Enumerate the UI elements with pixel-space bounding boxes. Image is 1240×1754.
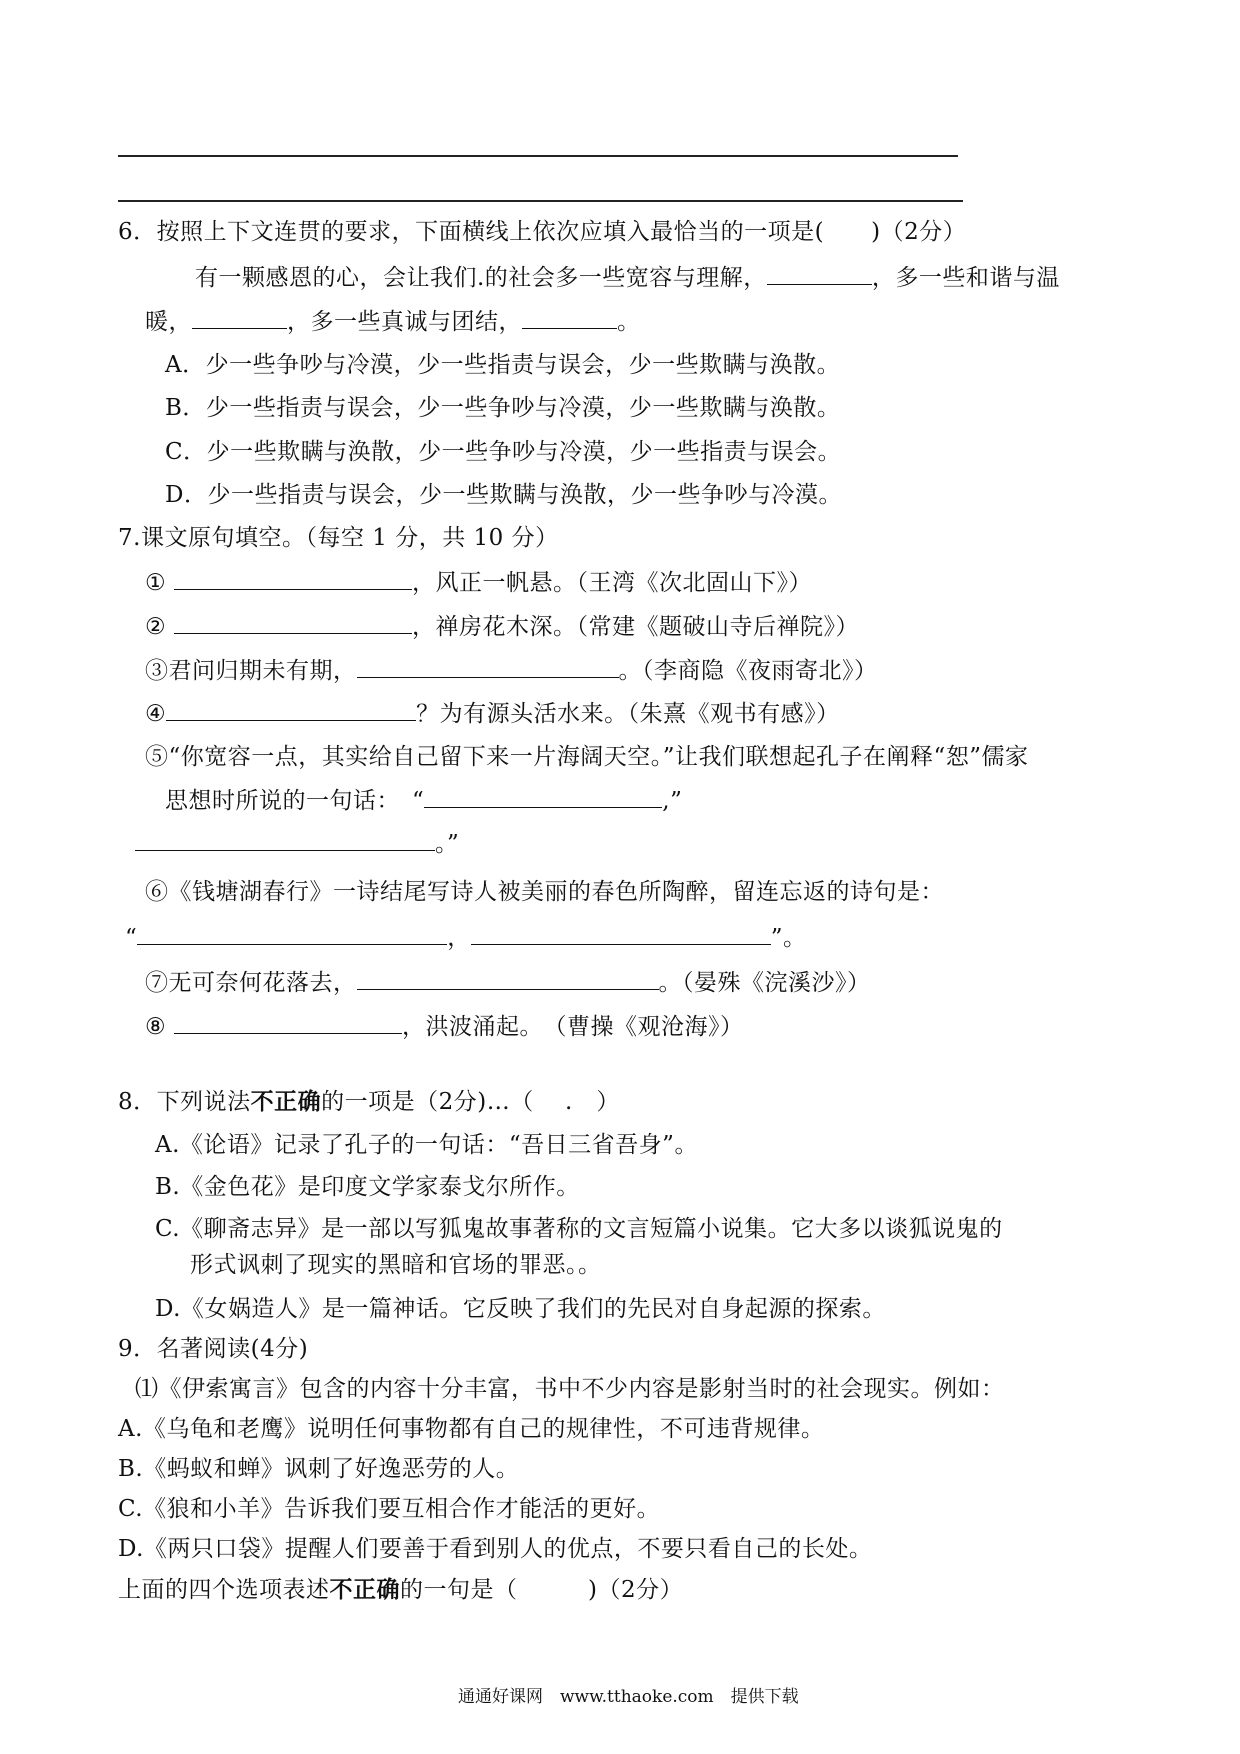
q7-item-8-text: ，洪波涌起。 （曹操《观沧海》） (401, 1014, 744, 1040)
q7-item-7-text-a: ⑦无可奈何花落去， (145, 970, 357, 996)
q9-option-b[interactable]: B.《蚂蚁和蝉》讽刺了好逸恶劳的人。 (118, 1456, 520, 1482)
q7-item-7-text-b: 。（晏殊《浣溪沙》） (658, 970, 871, 996)
q9-ask-emphasis: 不正确 (329, 1576, 400, 1603)
q8-option-d[interactable]: D.《女娲造人》是一篇神话。它反映了我们的先民对自身起源的探索。 (155, 1296, 886, 1322)
q9-sub-question-1: ⑴《伊索寓言》包含的内容十分丰富，书中不少内容是影射当时的社会现实。例如： (135, 1376, 1005, 1402)
q6-blank-3[interactable] (522, 306, 617, 329)
q7-blank-9[interactable] (357, 967, 659, 990)
q6-passage-text-2: ，多一些和谐与温 (871, 265, 1060, 291)
q9-ask-text-a: 上面的四个选项表述 (118, 1577, 330, 1603)
q7-blank-5[interactable] (424, 785, 662, 808)
q8-stem-emphasis: 不正确 (250, 1088, 322, 1115)
q8-stem-text-b: 的一项是（2分)…（ . ） (321, 1089, 620, 1115)
answer-line-2 (118, 200, 963, 202)
q7-item-4-text: ？为有源头活水来。（朱熹《观书有感》） (416, 701, 840, 727)
q7-item-2 (145, 611, 859, 642)
q7-item-8 (145, 1011, 743, 1042)
q6-option-c[interactable]: C．少一些欺瞒与涣散，少一些争吵与冷漠，少一些指责与误会。 (165, 439, 842, 465)
q7-item-6-open-quote: “ (125, 925, 138, 951)
answer-line-1 (118, 155, 958, 157)
q9-ask-text-b: 的一句是（ )（2分） (400, 1577, 684, 1603)
q9-option-c[interactable]: C.《狼和小羊》告诉我们要互相合作才能活的更好。 (118, 1496, 661, 1522)
q7-blank-10[interactable] (174, 1011, 402, 1034)
q7-item-1-number: ① (145, 570, 167, 596)
q9-option-a[interactable]: A.《乌龟和老鹰》说明任何事物都有自己的规律性，不可违背规律。 (118, 1416, 825, 1442)
q7-item-6-comma: ， (447, 925, 471, 951)
q8-stem-text-a: 8．下列说法 (118, 1089, 251, 1115)
q8-option-c-continued: 形式讽刺了现实的黑暗和官场的罪恶。。 (190, 1252, 602, 1278)
page-footer: 通通好课网 www.tthaoke.com 提供下载 (458, 1687, 799, 1707)
q7-blank-4[interactable] (166, 698, 416, 721)
q7-blank-7[interactable] (137, 922, 447, 945)
q7-item-3 (145, 655, 878, 686)
q7-item-5-text-c: 。” (435, 831, 460, 857)
q7-item-4 (145, 698, 840, 729)
q7-blank-2[interactable] (174, 611, 412, 634)
q9-option-d[interactable]: D.《两只口袋》提醒人们要善于看到别人的优点，不要只看自己的长处。 (118, 1536, 873, 1562)
q6-passage-line-2 (145, 306, 641, 337)
q7-item-3-text-b: 。（李商隐《夜雨寄北》） (618, 658, 878, 684)
q7-item-2-text: ，禅房花木深。（常建《题破山寺后禅院》） (411, 614, 859, 640)
q7-item-6-line-2 (125, 922, 807, 953)
q9-stem: 9．名著阅读(4分) (118, 1336, 309, 1362)
q6-option-a[interactable]: A．少一些争吵与冷漠，少一些指责与误会，少一些欺瞒与涣散。 (165, 352, 841, 378)
q6-passage-text-3: 暖， (145, 309, 192, 335)
q6-passage-line-1 (195, 262, 1060, 293)
q7-item-7 (145, 967, 871, 998)
q7-item-5: ⑤“你宽容一点，其实给自己留下来一片海阔天空。”让我们联想起孔子在阐释“恕”儒家 (145, 744, 1029, 770)
q6-stem: 6．按照上下文连贯的要求，下面横线上依次应填入最恰当的一项是( )（2分） (118, 219, 967, 245)
q7-stem: 7.课文原句填空。（每空 1 分，共 10 分） (118, 525, 559, 551)
q7-blank-8[interactable] (471, 922, 771, 945)
q7-item-8-number: ⑧ (145, 1014, 167, 1040)
q6-passage-text-1: 有一颗感恩的心，会让我们.的社会多一些宽容与理解， (195, 265, 767, 291)
q6-blank-2[interactable] (192, 306, 287, 329)
q7-blank-1[interactable] (174, 567, 412, 590)
q7-item-1 (145, 567, 812, 598)
q7-item-5-text-a: 思想时所说的一句话： “ (165, 788, 425, 814)
q6-blank-1[interactable] (767, 262, 872, 285)
q7-item-5-line-2 (165, 785, 682, 816)
q7-item-6: ⑥《钱塘湖春行》一诗结尾写诗人被美丽的春色所陶醉，留连忘返的诗句是： (145, 879, 944, 905)
q6-option-b[interactable]: B．少一些指责与误会，少一些争吵与冷漠，少一些欺瞒与涣散。 (165, 395, 841, 421)
q6-passage-text-4: ，多一些真诚与团结， (287, 309, 522, 335)
q7-blank-6[interactable] (135, 828, 435, 851)
q6-passage-text-5: 。 (617, 309, 641, 335)
q8-stem (118, 1087, 620, 1117)
q8-option-c[interactable]: C.《聊斋志异》是一部以写狐鬼故事著称的文言短篇小说集。它大多以谈狐说鬼的 (155, 1216, 1003, 1242)
q7-blank-3[interactable] (357, 655, 619, 678)
q6-option-d[interactable]: D．少一些指责与误会，少一些欺瞒与涣散，少一些争吵与冷漠。 (165, 482, 842, 508)
q7-item-6-close-quote: ”。 (770, 925, 807, 951)
q8-option-a[interactable]: A.《论语》记录了孔子的一句话：“吾日三省吾身”。 (155, 1132, 698, 1158)
q9-ask (118, 1575, 683, 1605)
q7-item-5-line-3 (135, 828, 459, 859)
q7-item-5-text-b: ,” (662, 788, 683, 814)
q7-item-2-number: ② (145, 614, 167, 640)
q7-item-3-text-a: ③君问归期未有期， (145, 658, 357, 684)
q7-item-1-text: ，风正一帆悬。（王湾《次北固山下》） (411, 570, 812, 596)
q8-option-b[interactable]: B.《金色花》是印度文学家泰戈尔所作。 (155, 1174, 580, 1200)
q7-item-4-number: ④ (145, 701, 167, 727)
